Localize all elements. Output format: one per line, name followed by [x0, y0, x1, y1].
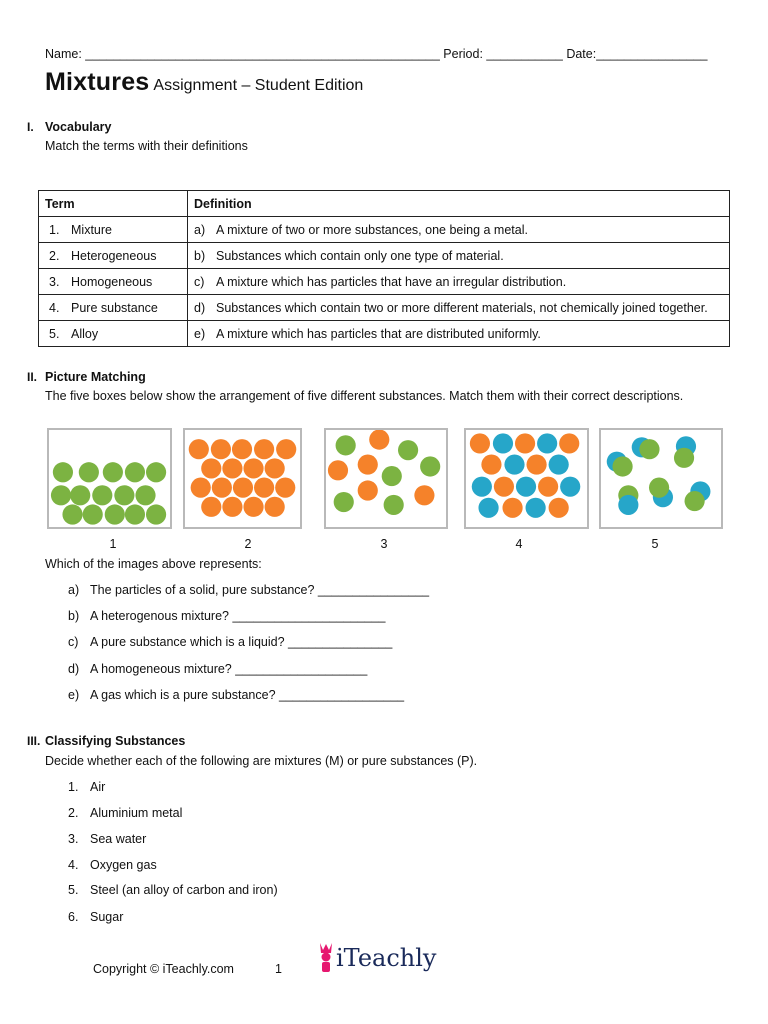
- particle: [212, 478, 232, 498]
- question-letter: d): [68, 662, 80, 676]
- particle: [549, 454, 569, 474]
- particle: [336, 435, 356, 455]
- section3-title: Classifying Substances: [45, 734, 186, 748]
- title-main: Mixtures: [45, 68, 150, 96]
- question-intro: Which of the images above represents:: [45, 557, 262, 571]
- box-label-3: 3: [380, 537, 388, 551]
- particle: [649, 478, 669, 498]
- definition-letter: c): [194, 274, 205, 289]
- vocab-table: [38, 190, 730, 347]
- particle: [639, 439, 659, 459]
- particle: [481, 454, 501, 474]
- iteachly-logo: [316, 940, 436, 976]
- particle: [328, 460, 348, 480]
- particle: [527, 454, 547, 474]
- list-text: Aluminium metal: [90, 806, 183, 820]
- list-number: 2.: [68, 806, 79, 820]
- particle: [254, 478, 274, 498]
- particle: [502, 498, 522, 518]
- section3-desc: Decide whether each of the following are mixtures (M) or pure substances (P).: [45, 754, 478, 768]
- particle: [537, 433, 557, 453]
- question-text: A homogeneous mixture? ___________________: [90, 662, 368, 676]
- list-text: Steel (an alloy of carbon and iron): [90, 883, 278, 897]
- list-item: [68, 858, 157, 872]
- particle: [382, 466, 402, 486]
- particle-diagram-5: [601, 430, 721, 527]
- question-letter: c): [68, 635, 79, 649]
- particle: [146, 462, 166, 482]
- definition-letter: e): [194, 326, 206, 341]
- particle: [420, 456, 440, 476]
- section3-number: III.: [27, 734, 41, 748]
- particle: [201, 458, 221, 478]
- particle: [114, 485, 134, 505]
- particle: [83, 504, 103, 524]
- particle: [504, 454, 524, 474]
- box-label-1: 1: [109, 537, 117, 551]
- term-cell: [39, 217, 188, 243]
- box-label-2: 2: [244, 537, 252, 551]
- particle: [201, 497, 221, 517]
- question-item: [68, 609, 385, 623]
- list-item: [68, 883, 278, 897]
- col-term-header: Term: [39, 191, 188, 217]
- particle: [549, 498, 569, 518]
- particle: [559, 433, 579, 453]
- list-text: Sugar: [90, 910, 124, 924]
- particle: [233, 478, 253, 498]
- list-text: Sea water: [90, 832, 147, 846]
- list-item: [68, 832, 146, 846]
- particle: [53, 462, 73, 482]
- question-text: A pure substance which is a liquid? _______________: [90, 635, 393, 649]
- particle: [516, 477, 536, 497]
- particle: [369, 430, 389, 450]
- particle: [414, 485, 434, 505]
- header-fields-line: Name: ___________________________________________________ Period: ___________ Date:________________: [45, 47, 708, 61]
- term-cell: [39, 269, 188, 295]
- particle: [685, 491, 705, 511]
- question-text: A heterogenous mixture? ______________________: [90, 609, 386, 623]
- question-text: A gas which is a pure substance? __________________: [90, 688, 405, 702]
- definition-letter: a): [194, 222, 206, 237]
- question-item: [68, 662, 367, 676]
- particle: [478, 498, 498, 518]
- particle: [538, 477, 558, 497]
- definition-text: Substances which contain only one type of material.: [216, 248, 504, 263]
- definition-letter: d): [194, 300, 206, 315]
- particle: [526, 498, 546, 518]
- particle: [398, 440, 418, 460]
- particle-diagram-4: [466, 430, 587, 527]
- particle: [211, 439, 231, 459]
- question-letter: a): [68, 583, 80, 597]
- particle: [494, 477, 514, 497]
- definition-cell: [188, 321, 730, 347]
- particle: [125, 504, 145, 524]
- table-header-row: [39, 191, 730, 217]
- list-item: [68, 780, 105, 794]
- term-text: Pure substance: [71, 300, 158, 315]
- list-item: [68, 910, 123, 924]
- list-text: Oxygen gas: [90, 858, 157, 872]
- particle: [470, 433, 490, 453]
- term-text: Homogeneous: [71, 274, 153, 289]
- particle: [493, 433, 513, 453]
- particle: [254, 439, 274, 459]
- definition-letter: b): [194, 248, 206, 263]
- particle-box-5: [599, 428, 723, 529]
- list-number: 3.: [68, 832, 79, 846]
- particle: [265, 458, 285, 478]
- definition-cell: [188, 269, 730, 295]
- question-item: [68, 688, 404, 702]
- question-letter: b): [68, 609, 80, 623]
- title-sub: Assignment – Student Edition: [153, 77, 364, 94]
- page-number: 1: [275, 962, 282, 976]
- definition-cell: [188, 217, 730, 243]
- particle: [232, 439, 252, 459]
- section1-title: Vocabulary: [45, 120, 112, 134]
- section1-number: I.: [27, 120, 34, 134]
- particle: [358, 480, 378, 500]
- particle: [222, 458, 242, 478]
- particle: [92, 485, 112, 505]
- term-cell: [39, 243, 188, 269]
- particle: [515, 433, 535, 453]
- term-number: 3.: [49, 274, 60, 289]
- definition-text: A mixture of two or more substances, one being a metal.: [216, 222, 528, 237]
- list-number: 4.: [68, 858, 79, 872]
- particle: [189, 439, 209, 459]
- term-cell: [39, 321, 188, 347]
- particle: [674, 448, 694, 468]
- table-row: [39, 217, 730, 243]
- section2-desc: The five boxes below show the arrangement of five different substances. Match them with their correct descriptions.: [45, 389, 684, 403]
- particle: [472, 477, 492, 497]
- particle: [560, 477, 580, 497]
- particle: [79, 462, 99, 482]
- particle: [334, 492, 354, 512]
- particle: [384, 495, 404, 515]
- term-number: 1.: [49, 222, 60, 237]
- particle: [276, 439, 296, 459]
- list-number: 6.: [68, 910, 79, 924]
- particle: [243, 497, 263, 517]
- box-label-5: 5: [651, 537, 659, 551]
- particle: [243, 458, 263, 478]
- particle-diagram-3: [326, 430, 446, 527]
- table-row: [39, 321, 730, 347]
- particle: [146, 504, 166, 524]
- particle: [103, 462, 123, 482]
- definition-text: Substances which contain two or more different materials, not chemically joined together.: [216, 300, 708, 315]
- question-item: [68, 583, 429, 597]
- term-number: 2.: [49, 248, 60, 263]
- definition-text: A mixture which has particles that are distributed uniformly.: [216, 326, 541, 341]
- particle-box-4: [464, 428, 589, 529]
- table-row: [39, 269, 730, 295]
- box-label-4: 4: [515, 537, 523, 551]
- particle: [62, 504, 82, 524]
- term-text: Alloy: [71, 326, 99, 341]
- particle: [191, 478, 211, 498]
- definition-cell: [188, 243, 730, 269]
- list-number: 5.: [68, 883, 79, 897]
- logo-text: iTeachly: [336, 944, 437, 972]
- particle: [618, 495, 638, 515]
- section2-title: Picture Matching: [45, 370, 146, 384]
- section2-number: II.: [27, 370, 38, 384]
- term-text: Mixture: [71, 222, 112, 237]
- question-letter: e): [68, 688, 80, 702]
- table-row: [39, 295, 730, 321]
- definition-cell: [188, 295, 730, 321]
- particle-diagram-2: [185, 430, 300, 527]
- particle: [105, 504, 125, 524]
- list-item: [68, 806, 182, 820]
- term-number: 4.: [49, 300, 60, 315]
- list-text: Air: [90, 780, 106, 794]
- particle: [70, 485, 90, 505]
- mascot-icon: [316, 940, 336, 974]
- section1-desc: Match the terms with their definitions: [45, 139, 248, 153]
- particle-box-3: [324, 428, 448, 529]
- particle: [613, 456, 633, 476]
- list-number: 1.: [68, 780, 79, 794]
- particle: [358, 454, 378, 474]
- term-cell: [39, 295, 188, 321]
- copyright-text: Copyright © iTeachly.com: [93, 962, 234, 976]
- table-row: [39, 243, 730, 269]
- particle-diagram-1: [49, 430, 170, 527]
- term-text: Heterogeneous: [71, 248, 157, 263]
- particle-box-1: [47, 428, 172, 529]
- particle: [51, 485, 71, 505]
- particle: [135, 485, 155, 505]
- particle-box-2: [183, 428, 302, 529]
- particle: [125, 462, 145, 482]
- term-number: 5.: [49, 326, 60, 341]
- question-text: The particles of a solid, pure substance? ________________: [90, 583, 430, 597]
- page-title: [45, 68, 363, 97]
- particle: [222, 497, 242, 517]
- particle: [275, 478, 295, 498]
- question-item: [68, 635, 392, 649]
- col-definition-header: Definition: [188, 191, 730, 217]
- particle: [265, 497, 285, 517]
- definition-text: A mixture which has particles that have an irregular distribution.: [216, 274, 567, 289]
